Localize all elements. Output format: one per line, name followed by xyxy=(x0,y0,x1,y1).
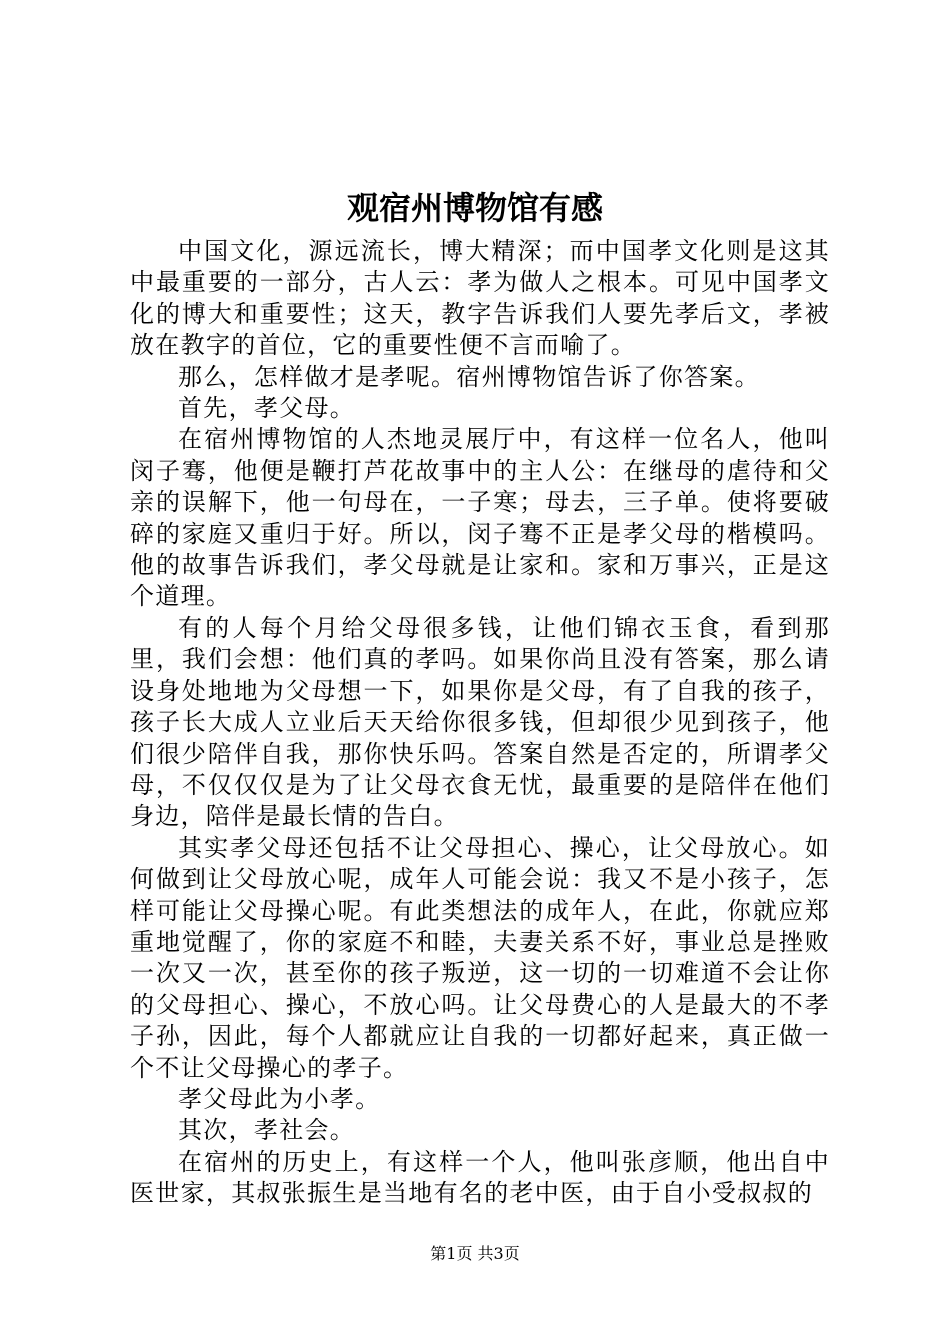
page-footer: 第1页 共3页 xyxy=(430,1244,520,1263)
paragraph-8: 其次，孝社会。 xyxy=(178,1116,356,1145)
document-body xyxy=(130,236,830,1210)
paragraph-6: 其实孝父母还包括不让父母担心、操心，让父母放心。如何做到让父母放心呢，成年人可能会说：我又不是小孩子，怎样可能让父母操心呢。有此类想法的成年人，在此，你就应郑重地觉醒了，你的家庭不和睦，夫妻关系不好，事业总是挫败一次又一次，甚至你的孩子叛逆，这一切的一切难道不会让你的父母担心、操心，不放心吗。让父母费心的人是最大的不孝子孙，因此，每个人都就应让自我的一切都好起来，真正做一个不让父母操心的孝子。 xyxy=(130,833,830,1082)
page-title: 观宿州博物馆有感 xyxy=(346,189,603,227)
paragraph-3: 首先，孝父母。 xyxy=(178,394,356,423)
paragraph-1: 中国文化，源远流长，博大精深；而中国孝文化则是这其中最重要的一部分，古人云：孝为做人之根本。可见中国孝文化的博大和重要性；这天，教字告诉我们人要先孝后文，孝被放在教字的首位，它的重要性便不言而喻了。 xyxy=(130,237,830,360)
paragraph-2: 那么，怎样做才是孝呢。宿州博物馆告诉了你答案。 xyxy=(178,362,760,391)
paragraph-7: 孝父母此为小孝。 xyxy=(178,1084,381,1113)
paragraph-4: 在宿州博物馆的人杰地灵展厅中，有这样一位名人，他叫闵子骞，他便是鞭打芦花故事中的主人公：在继母的虐待和父亲的误解下，他一句母在，一子寒；母去，三子单。使将要破碎的家庭又重归于好。所以，闵子骞不正是孝父母的楷模吗。他的故事告诉我们，孝父母就是让家和。家和万事兴，正是这个道理。 xyxy=(130,425,830,611)
paragraph-5: 有的人每个月给父母很多钱，让他们锦衣玉食，看到那里，我们会想：他们真的孝吗。如果你尚且没有答案，那么请设身处地地为父母想一下，如果你是父母，有了自我的孩子，孩子长大成人立业后天天给你很多钱，但却很少见到孩子，他们很少陪伴自我，那你快乐吗。答案自然是否定的，所谓孝父母，不仅仅仅是为了让父母衣食无忧，最重要的是陪伴在他们身边，陪伴是最长情的告白。 xyxy=(130,613,830,831)
paragraph-9: 在宿州的历史上，有这样一个人，他叫张彦顺，他出自中医世家，其叔张振生是当地有名的老中医，由于自小受叔叔的 xyxy=(130,1147,830,1208)
